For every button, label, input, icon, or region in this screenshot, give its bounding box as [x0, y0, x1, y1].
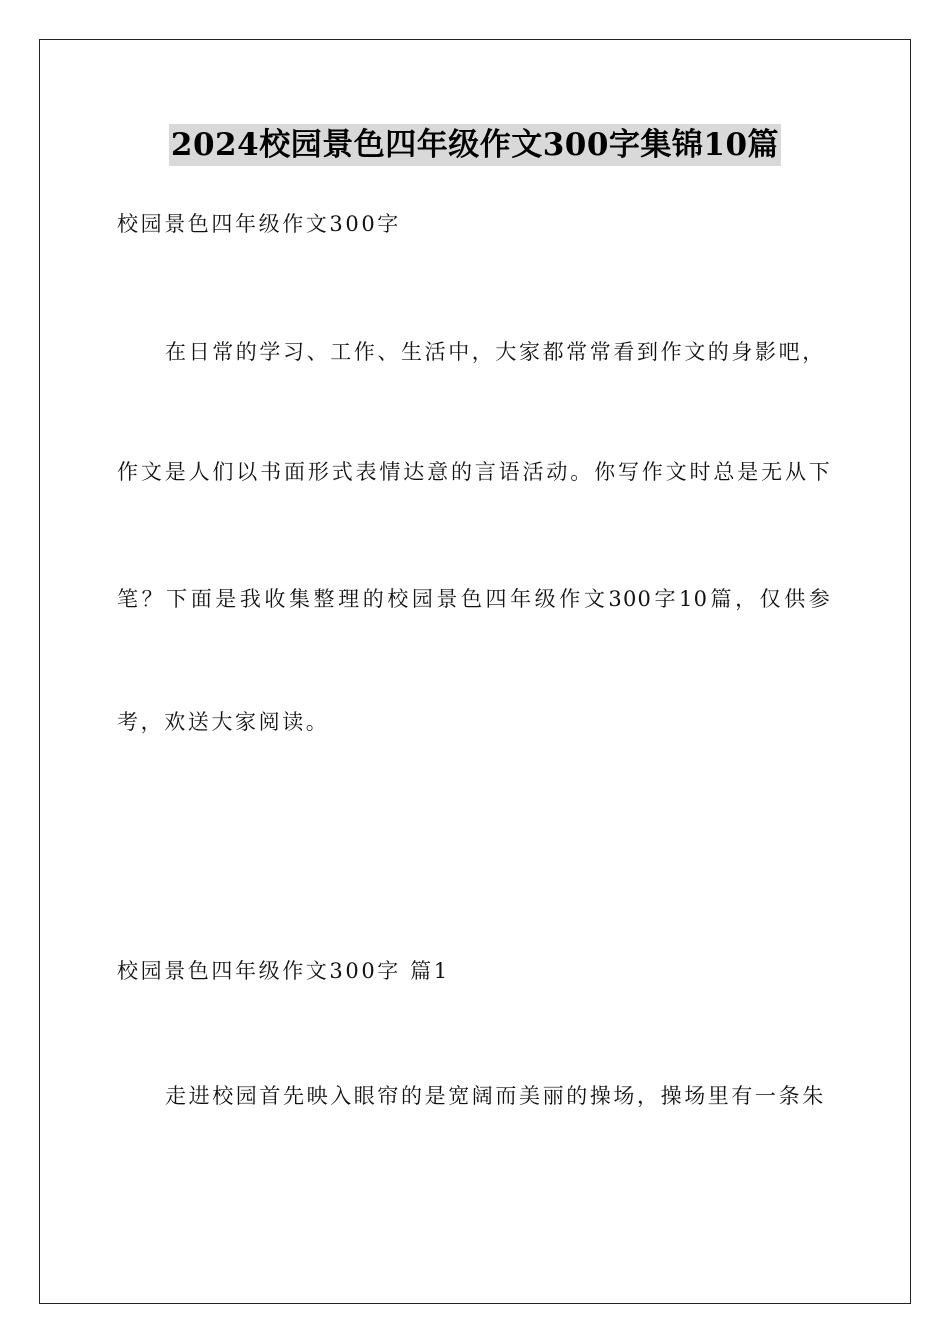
title-container — [0, 124, 950, 166]
intro-line-1: 在日常的学习、工作、生活中，大家都常常看到作文的身影吧， — [165, 340, 826, 364]
intro-line-3: 笔？下面是我收集整理的校园景色四年级作文300字10篇，仅供参 — [117, 587, 831, 611]
intro-heading: 校园景色四年级作文300字 — [117, 212, 401, 236]
section-paragraph-line-1: 走进校园首先映入眼帘的是宽阔而美丽的操场，操场里有一条朱 — [165, 1084, 826, 1108]
intro-line-2: 作文是人们以书面形式表情达意的言语活动。你写作文时总是无从下 — [117, 460, 831, 484]
intro-line-4: 考，欢送大家阅读。 — [117, 710, 330, 734]
section-heading: 校园景色四年级作文300字 篇1 — [117, 959, 450, 983]
document-title: 2024校园景色四年级作文300字集锦10篇 — [169, 124, 781, 166]
